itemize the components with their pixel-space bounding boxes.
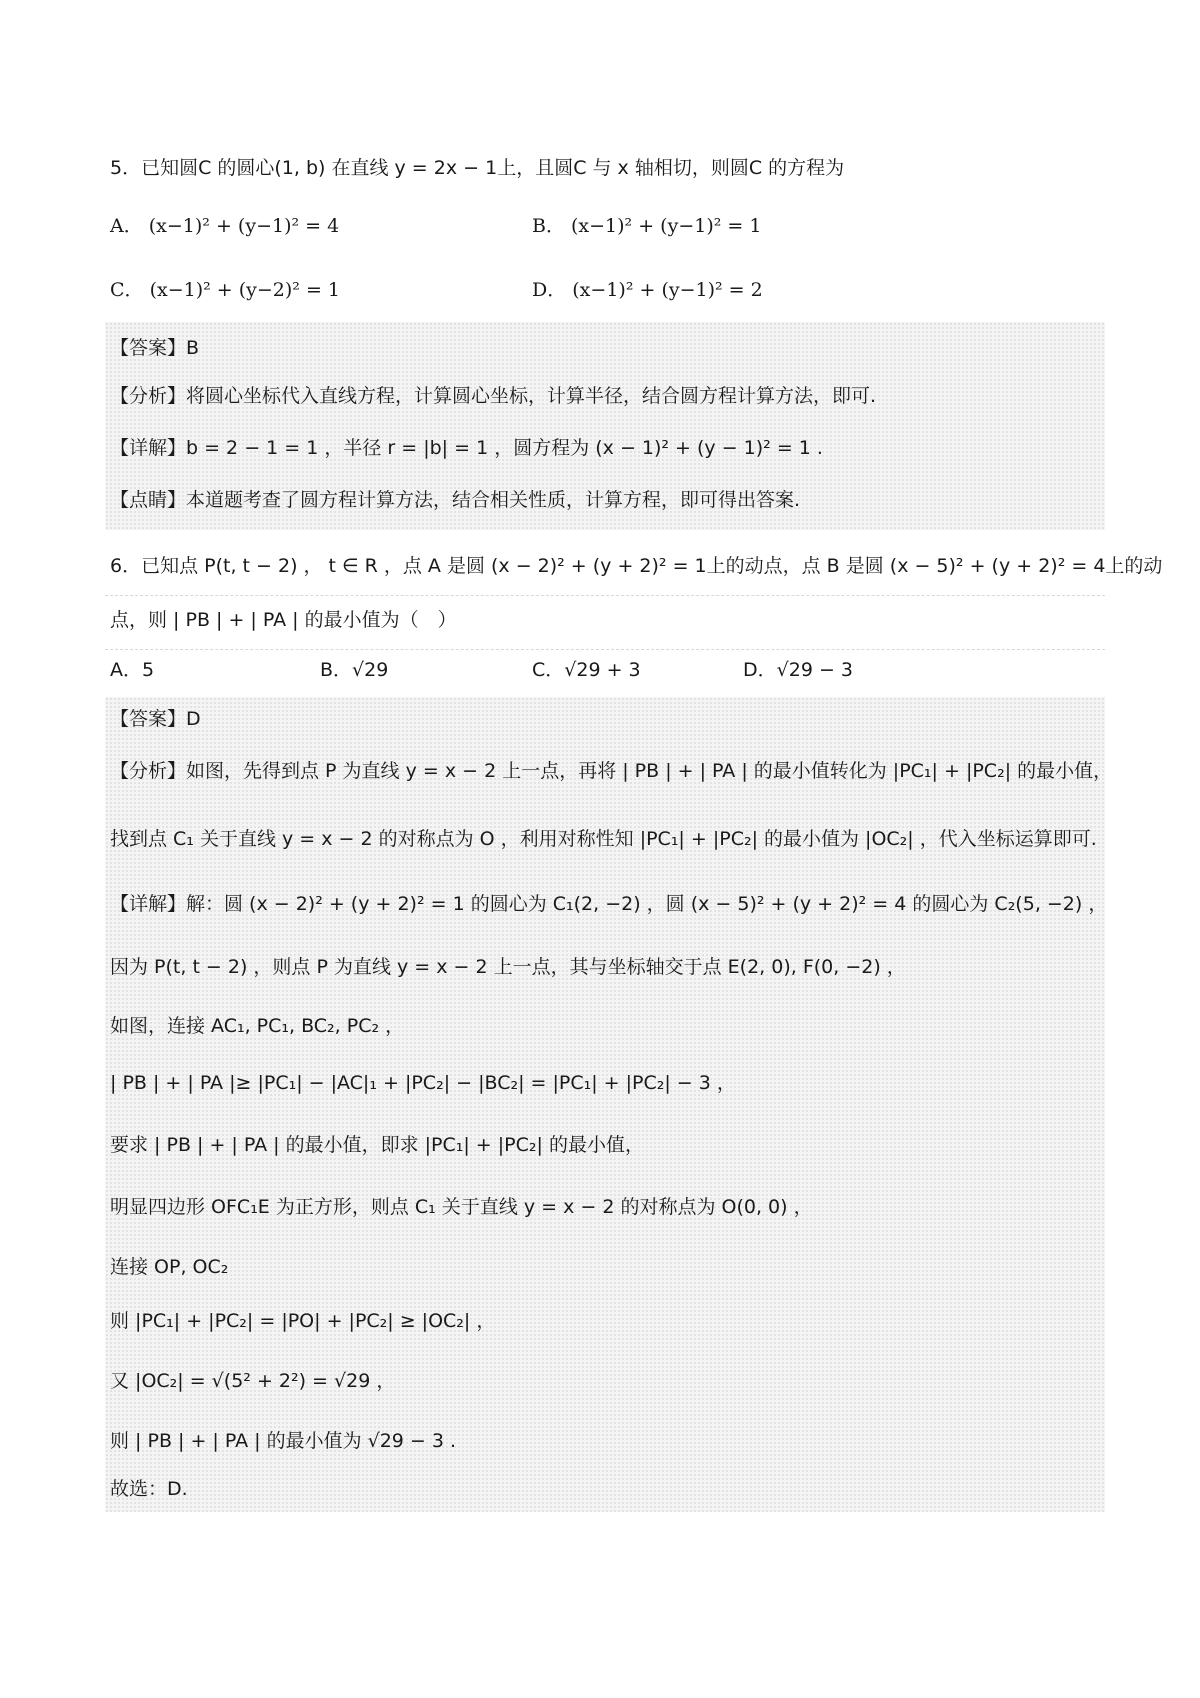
q6-stem-line2: 点，则 | PB | + | PA | 的最小值为（ ） bbox=[110, 609, 457, 631]
q6-stem-line1: 6．已知点 P(t, t − 2) ， t ∈ R ，点 A 是圆 (x − 2)² + (y + 2)² = 1上的动点，点 B 是圆 (x − 5)² + (y + 2)² = 4上的动 bbox=[110, 555, 1163, 577]
q6-option-c[interactable]: C．√29 + 3 bbox=[532, 659, 641, 681]
q6-option-a[interactable]: A．5 bbox=[110, 659, 155, 681]
q5-stem: 5．已知圆C 的圆心(1, b) 在直线 y = 2x − 1上，且圆C 与 x 轴相切，则圆C 的方程为 bbox=[110, 157, 845, 179]
q6-solution-box bbox=[105, 697, 1113, 1512]
divider bbox=[105, 649, 1105, 650]
q6-analysis-line1: 【分析】如图，先得到点 P 为直线 y = x − 2 上一点，再将 | PB | + | PA | 的最小值转化为 |PC₁| + |PC₂| 的最小值， bbox=[110, 760, 1113, 782]
q6-detail-line: 则 |PC₁| + |PC₂| = |PO| + |PC₂| ≥ |OC₂| ， bbox=[110, 1310, 496, 1332]
q6-option-b[interactable]: B．√29 bbox=[320, 659, 389, 681]
q6-detail-line: | PB | + | PA |≥ |PC₁| − |AC|₁ + |PC₂| − |BC₂| = |PC₁| + |PC₂| − 3 ， bbox=[110, 1072, 736, 1094]
q5-option-a[interactable]: A． (x−1)² + (y−1)² = 4 bbox=[110, 215, 340, 237]
q6-option-d[interactable]: D．√29 − 3 bbox=[743, 659, 854, 681]
q6-detail-line: 因为 P(t, t − 2) ，则点 P 为直线 y = x − 2 上一点，其与坐标轴交于点 E(2, 0), F(0, −2) ， bbox=[110, 956, 906, 978]
q6-detail-line: 又 |OC₂| = √(5² + 2²) = √29 ， bbox=[110, 1370, 396, 1392]
q6-detail-line: 则 | PB | + | PA | 的最小值为 √29 − 3 . bbox=[110, 1430, 457, 1452]
q5-option-c[interactable]: C． (x−1)² + (y−2)² = 1 bbox=[110, 279, 341, 301]
q5-detail: 【详解】b = 2 − 1 = 1 ，半径 r = |b| = 1 ，圆方程为 (x − 1)² + (y − 1)² = 1 . bbox=[110, 437, 823, 459]
q6-detail-line: 连接 OP, OC₂ bbox=[110, 1256, 229, 1278]
q6-analysis-line2: 找到点 C₁ 关于直线 y = x − 2 的对称点为 O ，利用对称性知 |PC₁| + |PC₂| 的最小值为 |OC₂| ，代入坐标运算即可. bbox=[110, 828, 1097, 850]
q6-detail-line: 要求 | PB | + | PA | 的最小值，即求 |PC₁| + |PC₂| 的最小值， bbox=[110, 1134, 644, 1156]
q6-detail-line: 故选：D. bbox=[110, 1478, 188, 1500]
q6-detail-line: 【详解】解：圆 (x − 2)² + (y + 2)² = 1 的圆心为 C₁(2, −2) ，圆 (x − 5)² + (y + 2)² = 4 的圆心为 C₂(5, −2) ， bbox=[110, 893, 1108, 915]
q6-detail-line: 如图，连接 AC₁, PC₁, BC₂, PC₂ ， bbox=[110, 1015, 405, 1037]
q5-comment: 【点睛】本道题考查了圆方程计算方法，结合相关性质，计算方程，即可得出答案. bbox=[110, 489, 801, 511]
q5-solution-box bbox=[105, 322, 1105, 530]
q5-answer: 【答案】B bbox=[110, 337, 200, 359]
q5-option-d[interactable]: D． (x−1)² + (y−1)² = 2 bbox=[532, 279, 763, 301]
divider bbox=[105, 595, 1105, 596]
q6-answer: 【答案】D bbox=[110, 708, 201, 730]
q6-detail-line: 明显四边形 OFC₁E 为正方形，则点 C₁ 关于直线 y = x − 2 的对称点为 O(0, 0) ， bbox=[110, 1196, 813, 1218]
q5-option-b[interactable]: B． (x−1)² + (y−1)² = 1 bbox=[532, 215, 762, 237]
q5-analysis: 【分析】将圆心坐标代入直线方程，计算圆心坐标，计算半径，结合圆方程计算方法，即可. bbox=[110, 385, 877, 407]
